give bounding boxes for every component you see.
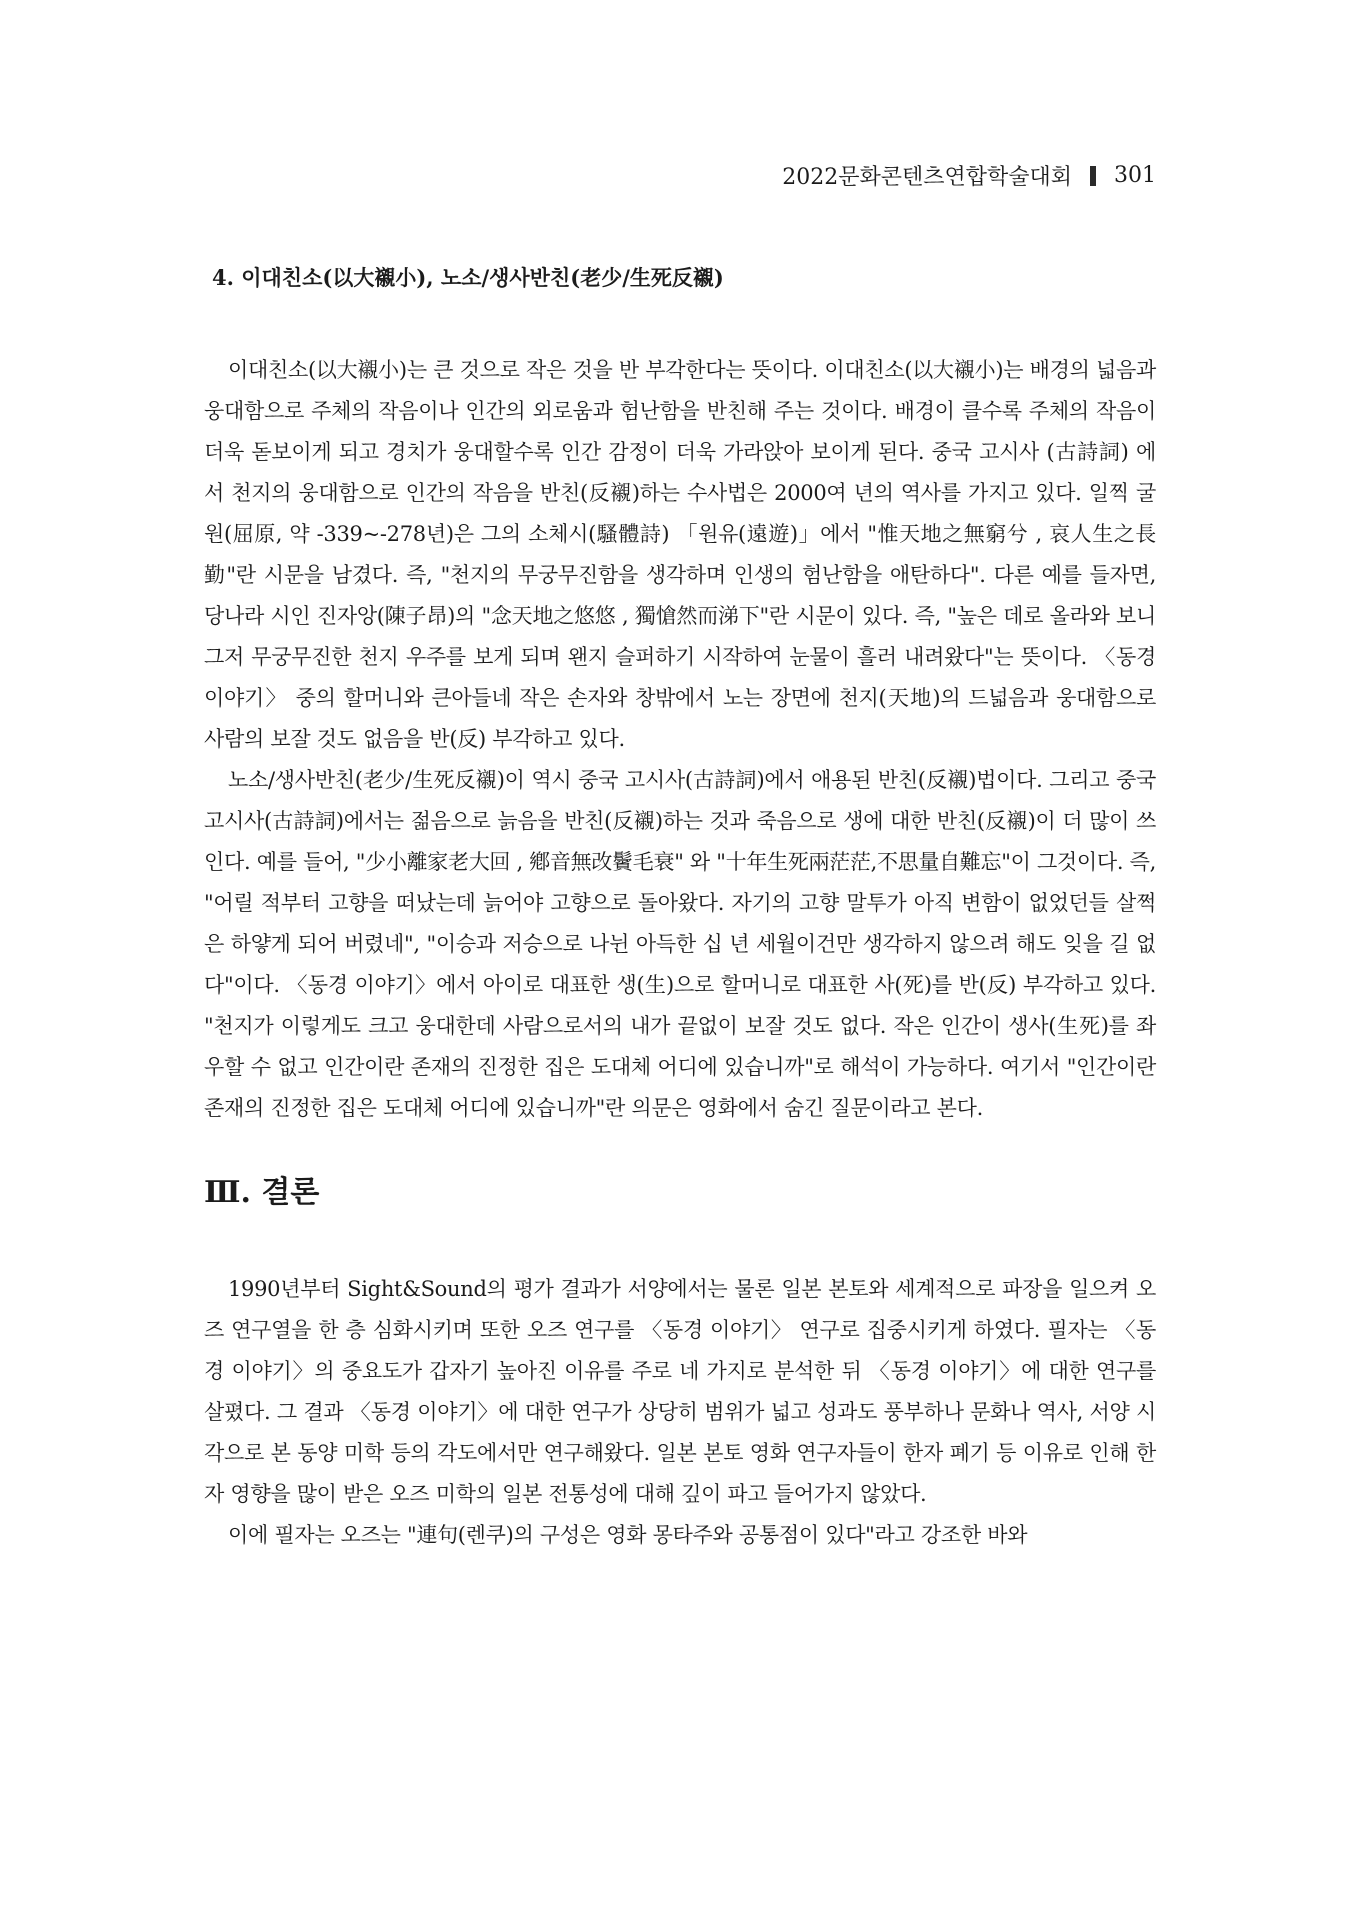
conclusion-paragraph-1: 1990년부터 Sight&Sound의 평가 결과가 서양에서는 물론 일본 본토와 세계적으로 파장을 일으켜 오즈 연구열을 한 층 심화시키며 또한 오즈 연구를 〈동경 이야기〉 연구로 집중시키게 하였다. 필자는 〈동경 이야기〉의 중요도가 갑자기 높아진 이유를 주로 네 가지로 분석한 뒤 〈동경 이야기〉에 대한 연구를 살폈다. 그 결과 〈동경 이야기〉에 대한 연구가 상당히 범위가 넓고 성과도 풍부하나 문화나 역사, 서양 시각으로 본 동양 미학 등의 각도에서만 연구해왔다. 일본 본토 영화 연구자들이 한자 폐기 등 이유로 인해 한자 영향을 많이 받은 오즈 미학의 일본 전통성에 대해 깊이 파고 들어가지 않았다.: [204, 1277, 1156, 1506]
header-separator-bar: [1090, 166, 1096, 186]
section-4-heading: 4. 이대친소(以大襯小), 노소/생사반친(老少/生死反襯): [212, 265, 724, 290]
running-header: [782, 160, 1156, 191]
conference-title: 2022문화콘텐츠연합학술대회: [782, 165, 1072, 190]
conclusion-heading: Ⅲ. 결론: [204, 1175, 320, 1210]
page-body: [204, 262, 1156, 1556]
conclusion-paragraph-2: 이에 필자는 오즈는 "連句(렌쿠)의 구성은 영화 몽타주와 공통점이 있다"라고 강조한 바와: [228, 1523, 1028, 1547]
page-number: 301: [1114, 163, 1156, 188]
section-4-paragraph-2: 노소/생사반친(老少/生死反襯)이 역시 중국 고시사(古詩詞)에서 애용된 반친(反襯)법이다. 그리고 중국 고시사(古詩詞)에서는 젊음으로 늙음을 반친(反襯)하는 것과 죽음으로 생에 대한 반친(反襯)이 더 많이 쓰인다. 예를 들어, "少小離家老大回 , 鄕音無改鬢毛衰" 와 "十年生死兩茫茫,不思量自難忘"이 그것이다. 즉, "어릴 적부터 고향을 떠났는데 늙어야 고향으로 돌아왔다. 자기의 고향 말투가 아직 변함이 없었던들 살쩍은 하얗게 되어 버렸네", "이승과 저승으로 나뉜 아득한 십 년 세월이건만 생각하지 않으려 해도 잊을 길 없다"이다. 〈동경 이야기〉에서 아이로 대표한 생(生)으로 할머니로 대표한 사(死)를 반(反) 부각하고 있다. "천지가 이렇게도 크고 웅대한데 사람으로서의 내가 끝없이 보잘 것도 없다. 작은 인간이 생사(生死)를 좌우할 수 없고 인간이란 존재의 진정한 집은 도대체 어디에 있습니까"로 해석이 가능하다. 여기서 "인간이란 존재의 진정한 집은 도대체 어디에 있습니까"란 의문은 영화에서 숨긴 질문이라고 본다.: [204, 768, 1157, 1120]
section-4-paragraph-1: 이대친소(以大襯小)는 큰 것으로 작은 것을 반 부각한다는 뜻이다. 이대친소(以大襯小)는 배경의 넓음과 웅대함으로 주체의 작음이나 인간의 외로움과 험난함을 반친해 주는 것이다. 배경이 클수록 주체의 작음이 더욱 돋보이게 되고 경치가 웅대할수록 인간 감정이 더욱 가라앉아 보이게 된다. 중국 고시사 (古詩詞) 에서 천지의 웅대함으로 인간의 작음을 반친(反襯)하는 수사법은 2000여 년의 역사를 가지고 있다. 일찍 굴원(屈原, 약 -339~-278년)은 그의 소체시(騷體詩) 「원유(遠遊)」에서 "惟天地之無窮兮 , 哀人生之長勤"란 시문을 남겼다. 즉, "천지의 무궁무진함을 생각하며 인생의 험난함을 애탄하다". 다른 예를 들자면, 당나라 시인 진자앙(陳子昂)의 "念天地之悠悠 , 獨愴然而涕下"란 시문이 있다. 즉, "높은 데로 올라와 보니 그저 무궁무진한 천지 우주를 보게 되며 왠지 슬퍼하기 시작하여 눈물이 흘러 내려왔다"는 뜻이다. 〈동경 이야기〉 중의 할머니와 큰아들네 작은 손자와 창밖에서 노는 장면에 천지(天地)의 드넓음과 웅대함으로 사람의 보잘 것도 없음을 반(反) 부각하고 있다.: [204, 358, 1156, 751]
